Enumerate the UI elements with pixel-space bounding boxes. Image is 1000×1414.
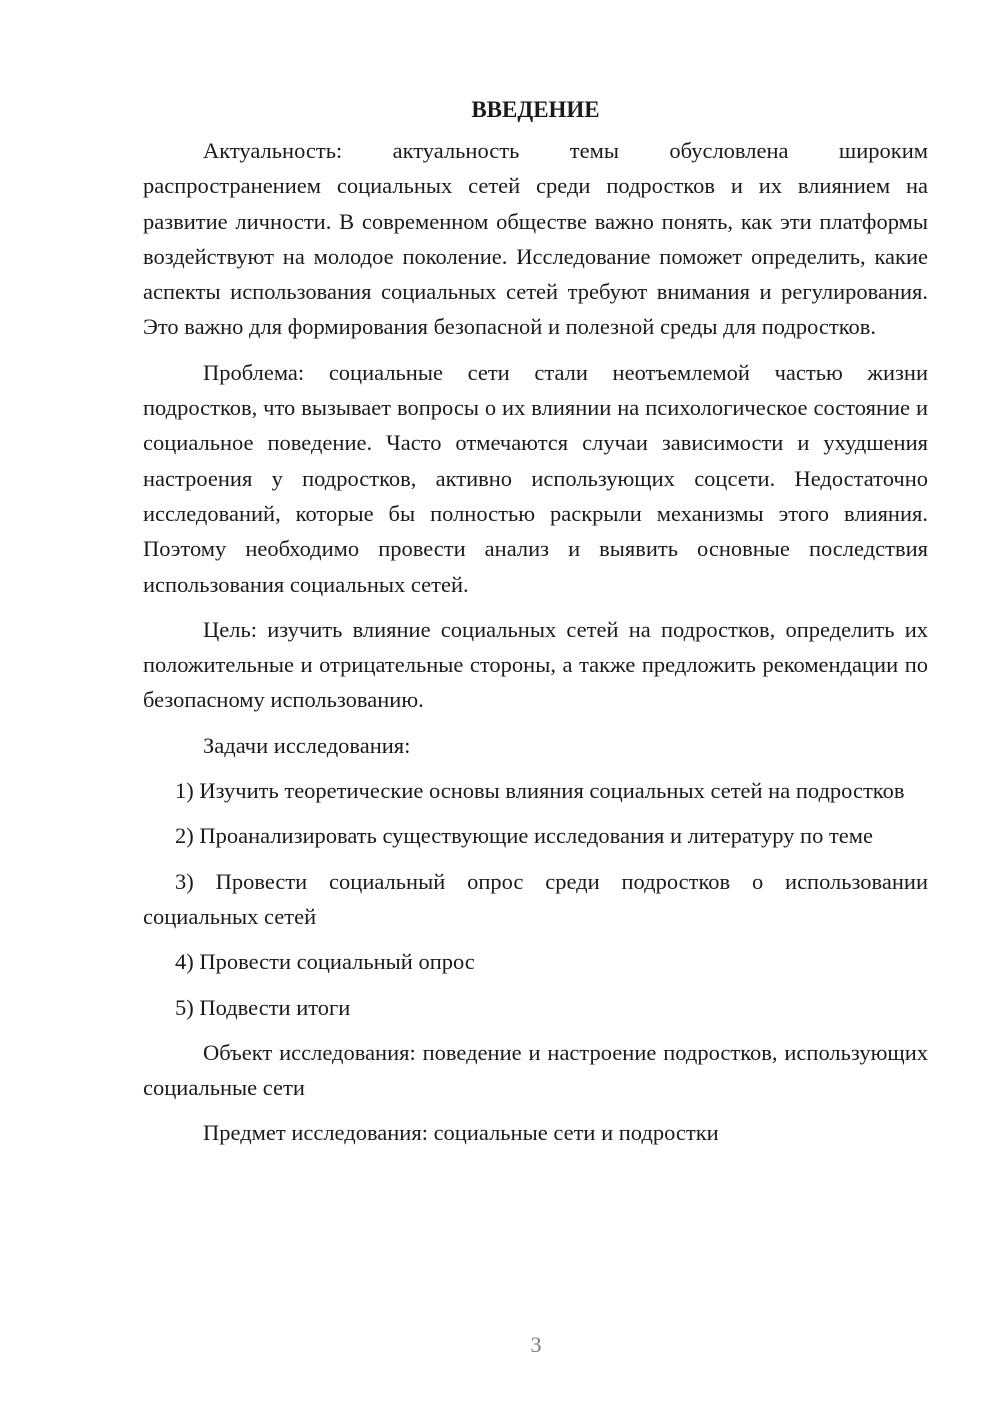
tasks-list: [143, 773, 928, 1025]
page-number: 3: [530, 1332, 542, 1357]
problem-paragraph: Проблема: социальные сети стали неотъемлемой частью жизни подростков, что вызывает вопросы о их влиянии на психологическое состояние и социальное поведение. Часто отмечаются случаи зависимости и ухудшения настроения у подростков, активно использующих соцсети. Недостаточно исследований, которые бы полностью раскрыли механизмы этого влияния. Поэтому необходимо провести анализ и выявить основные последствия использования социальных сетей.: [143, 359, 928, 597]
tasks-heading: Задачи исследования:: [203, 732, 411, 758]
task-item-3: 3) Провести социальный опрос среди подростков о использовании социальных сетей: [143, 868, 928, 929]
task-item-4: 4) Провести социальный опрос: [175, 949, 475, 975]
document-title: ВВЕДЕНИЕ: [471, 97, 600, 122]
actuality-paragraph: Актуальность: актуальность темы обусловлена широким распространением социальных сетей среди подростков и их влиянием на развитие личности. В современном обществе важно понять, как эти платформы воздействуют на молодое поколение. Исследование поможет определить, какие аспекты использования социальных сетей требуют внимания и регулирования. Это важно для формирования безопасной и полезной среды для подростков.: [143, 138, 928, 340]
subject-paragraph: Предмет исследования: социальные сети и подростки: [203, 1120, 719, 1146]
goal-paragraph: Цель: изучить влияние социальных сетей на подростков, определить их положительные и отрицательные стороны, а также предложить рекомендации по безопасному использованию.: [143, 616, 928, 713]
object-paragraph: Объект исследования: поведение и настроение подростков, использующих социальные сети: [143, 1039, 928, 1101]
document-page: [143, 92, 928, 1161]
task-item-5: 5) Подвести итоги: [175, 994, 351, 1020]
task-item-2: 2) Проанализировать существующие исследования и литературу по теме: [175, 823, 873, 849]
task-item-1: 1) Изучить теоретические основы влияния социальных сетей на подростков: [175, 778, 905, 804]
